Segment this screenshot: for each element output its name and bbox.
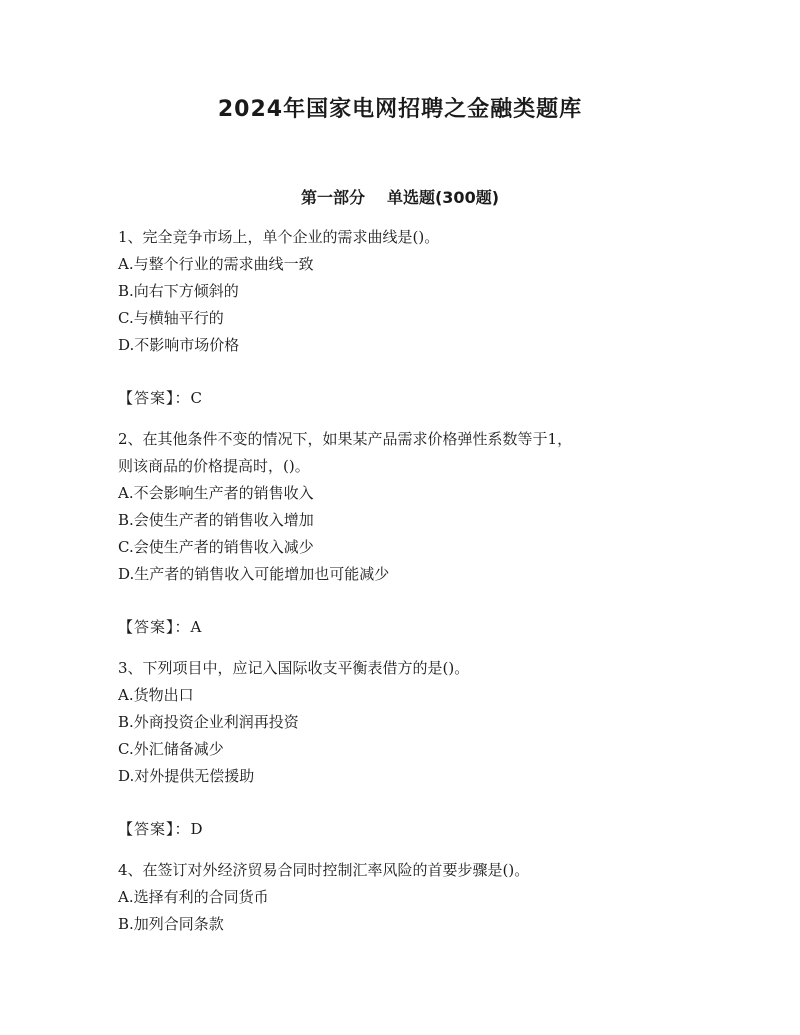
question-1 [118,224,688,359]
answer-1 [118,385,688,412]
question-3 [118,655,688,790]
question-stem: 3、下列项目中，应记入国际收支平衡表借方的是()。 [118,659,470,677]
answer-value: C [190,389,202,407]
question-stem: 2、在其他条件不变的情况下，如果某产品需求价格弹性系数等于1， [118,430,573,448]
option-d: D.不影响市场价格 [118,336,240,354]
option-d: D.对外提供无偿援助 [118,767,255,785]
question-stem: 1、完全竞争市场上，单个企业的需求曲线是()。 [118,228,440,246]
option-a: A.不会影响生产者的销售收入 [118,484,314,502]
answer-3 [118,816,688,843]
section-heading [0,185,800,208]
option-c: C.会使生产者的销售收入减少 [118,538,314,556]
answer-value: A [190,618,202,636]
question-2 [118,426,688,588]
option-c: C.外汇储备减少 [118,740,224,758]
answer-label: 【答案】： [118,389,191,407]
option-b: B.会使生产者的销售收入增加 [118,511,314,529]
answer-label: 【答案】： [118,618,191,636]
option-d: D.生产者的销售收入可能增加也可能减少 [118,565,390,583]
option-a: A.与整个行业的需求曲线一致 [118,255,314,273]
answer-label: 【答案】： [118,820,191,838]
option-c: C.与横轴平行的 [118,309,224,327]
question-4 [118,857,688,938]
answer-2 [118,614,688,641]
question-list [118,224,688,938]
option-a: A.选择有利的合同货币 [118,888,269,906]
document-title: 2024年国家电网招聘之金融类题库 [217,97,583,122]
answer-value: D [190,820,203,838]
section-name: 单选题(300题) [386,188,500,207]
question-stem-continued: 则该商品的价格提高时，()。 [118,457,310,475]
option-b: B.向右下方倾斜的 [118,282,239,300]
option-b: B.外商投资企业利润再投资 [118,713,299,731]
question-stem: 4、在签订对外经济贸易合同时控制汇率风险的首要步骤是()。 [118,861,530,879]
option-a: A.货物出口 [118,686,194,704]
option-b: B.加列合同条款 [118,915,224,933]
section-part: 第一部分 [300,188,365,207]
